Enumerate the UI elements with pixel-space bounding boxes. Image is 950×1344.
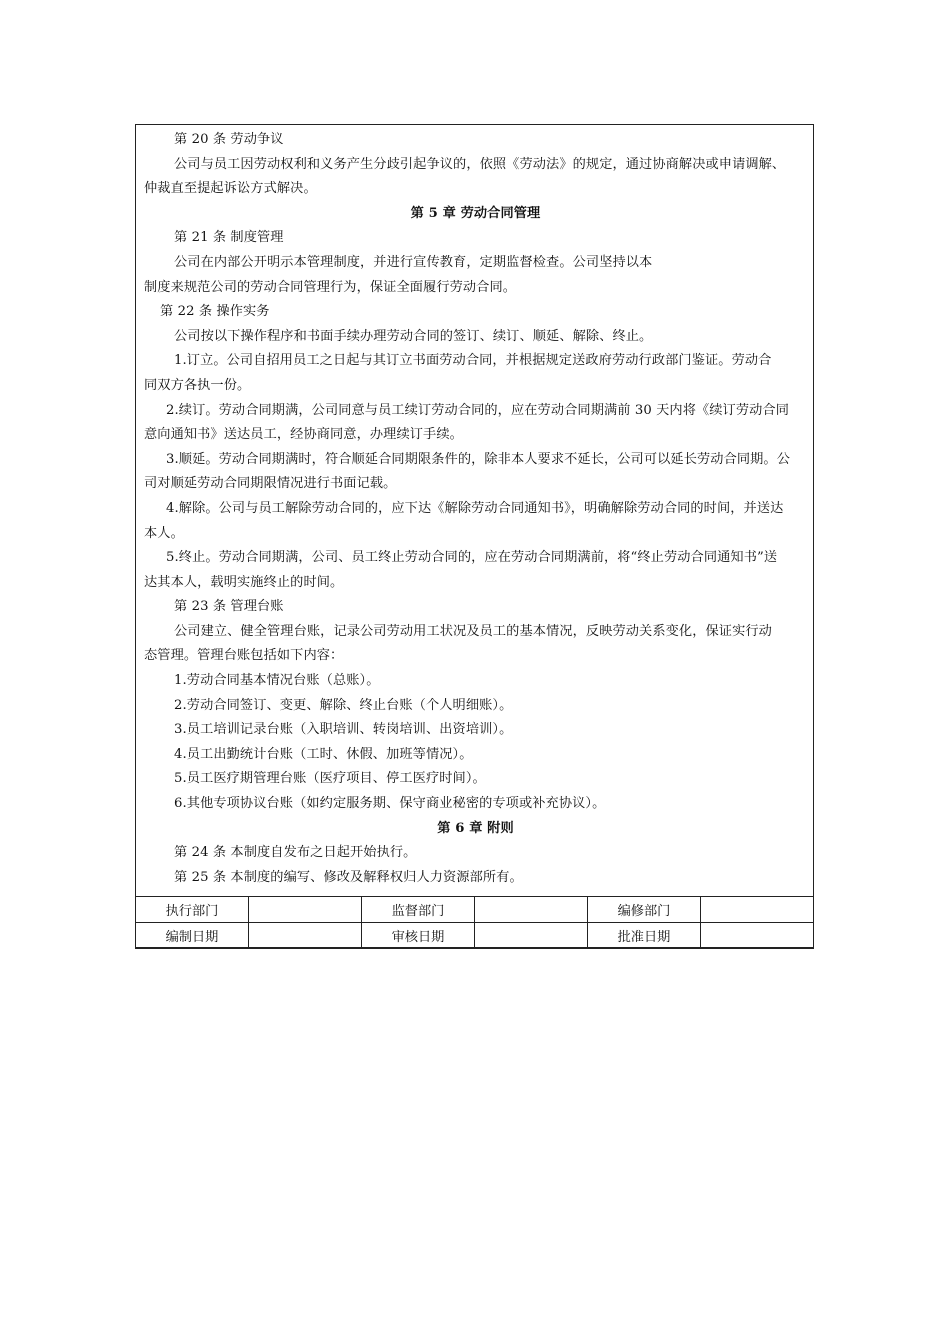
label-exec-dept: 执行部门 <box>136 897 249 923</box>
text-line: 1.订立。公司自招用员工之日起与其订立书面劳动合同，并根据规定送政府劳动行政部门鉴证。劳动合 <box>174 353 772 369</box>
text-line: 1.劳动合同基本情况台账（总账）。 <box>174 673 380 689</box>
label-edit-dept: 编修部门 <box>588 897 701 923</box>
text-line: 第 23 条 管理台账 <box>174 599 284 615</box>
text-line: 第 22 条 操作实务 <box>160 304 270 320</box>
text-line: 第 21 条 制度管理 <box>174 230 284 246</box>
text-line: 2.劳动合同签订、变更、解除、终止台账（个人明细账）。 <box>174 697 513 713</box>
text-line: 4.解除。公司与员工解除劳动合同的，应下达《解除劳动合同通知书》，明确解除劳动合同的时间，并送达 <box>166 500 784 516</box>
value-compile-date <box>249 923 362 949</box>
text-line: 同双方各执一份。 <box>144 377 251 393</box>
text-line: 5.员工医疗期管理台账（医疗项目、停工医疗时间）。 <box>174 771 486 787</box>
text-line: 第 20 条 劳动争议 <box>174 132 284 147</box>
table-row <box>136 923 814 949</box>
label-approve-date: 批准日期 <box>588 923 701 949</box>
text-line: 公司与员工因劳动权利和义务产生分歧引起争议的，依照《劳动法》的规定，通过协商解决或申请调解、 <box>174 156 786 172</box>
text-line: 公司在内部公开明示本管理制度，并进行宣传教育，定期监督检查。公司坚持以本 <box>174 254 653 270</box>
text-line: 仲裁直至提起诉讼方式解决。 <box>144 181 317 197</box>
document-frame <box>135 124 814 948</box>
text-line: 第 24 条 本制度自发布之日起开始执行。 <box>174 845 417 861</box>
value-edit-dept <box>701 897 814 923</box>
text-line: 司对顺延劳动合同期限情况进行书面记载。 <box>144 476 397 492</box>
label-compile-date: 编制日期 <box>136 923 249 949</box>
text-line: 2.续订。劳动合同期满，公司同意与员工续订劳动合同的，应在劳动合同期满前 30 天内将《续订劳动合同 <box>166 402 789 418</box>
text-line: 制度来规范公司的劳动合同管理行为，保证全面履行劳动合同。 <box>144 279 517 295</box>
chapter-heading: 第 6 章 附则 <box>437 820 514 836</box>
table-row <box>136 897 814 923</box>
approval-table <box>135 896 814 949</box>
value-review-date <box>475 923 588 949</box>
text-line: 第 25 条 本制度的编写、修改及解释权归人力资源部所有。 <box>174 869 523 885</box>
text-line: 3.顺延。劳动合同期满时，符合顺延合同期限条件的，除非本人要求不延长，公司可以延长劳动合同期。公 <box>166 451 791 467</box>
text-line: 态管理。管理台账包括如下内容： <box>144 648 344 664</box>
text-line: 3.员工培训记录台账（入职培训、转岗培训、出资培训）。 <box>174 722 513 738</box>
text-line: 公司按以下操作程序和书面手续办理劳动合同的签订、续订、顺延、解除、终止。 <box>174 328 653 344</box>
text-line: 本人。 <box>144 525 184 541</box>
text-line: 意向通知书》送达员工，经协商同意，办理续订手续。 <box>144 427 463 443</box>
label-supervise-dept: 监督部门 <box>362 897 475 923</box>
chapter-heading: 第 5 章 劳动合同管理 <box>410 205 541 221</box>
text-line: 4.员工出勤统计台账（工时、休假、加班等情况）。 <box>174 746 473 762</box>
value-exec-dept <box>249 897 362 923</box>
text-line: 5.终止。劳动合同期满，公司、员工终止劳动合同的，应在劳动合同期满前，将“终止劳动合同通知书”送 <box>166 550 778 566</box>
label-review-date: 审核日期 <box>362 923 475 949</box>
document-body <box>136 125 813 896</box>
text-line: 公司建立、健全管理台账，记录公司劳动用工状况及员工的基本情况，反映劳动关系变化，保证实行动 <box>174 623 772 639</box>
text-line: 6.其他专项协议台账（如约定服务期、保守商业秘密的专项或补充协议）。 <box>174 796 606 812</box>
value-supervise-dept <box>475 897 588 923</box>
text-line: 达其本人，载明实施终止的时间。 <box>144 574 344 590</box>
value-approve-date <box>701 923 814 949</box>
